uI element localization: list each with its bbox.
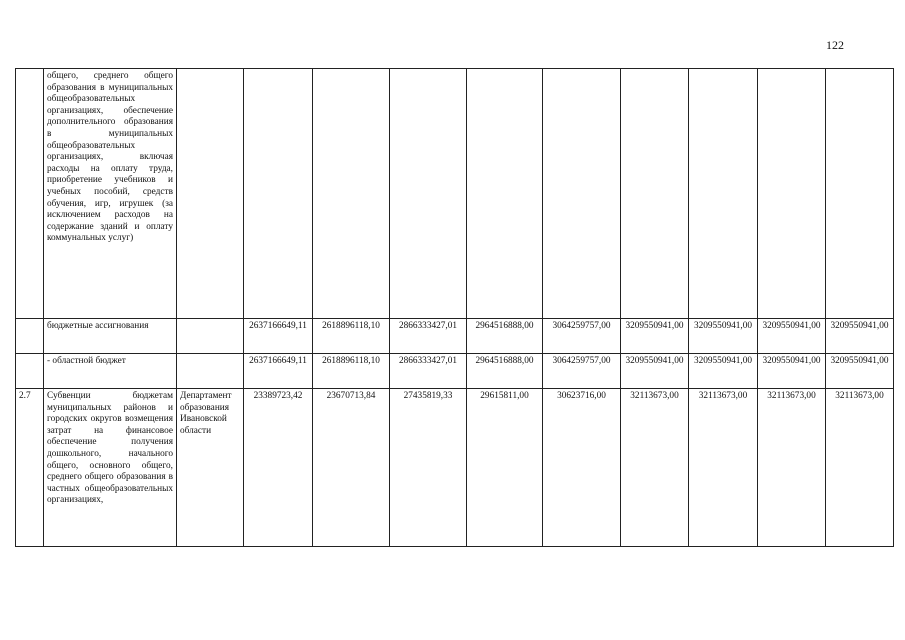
row-description: - областной бюджет xyxy=(44,354,177,389)
row-description: общего, среднего общего образования в муниципальных общеобразовательных организациях, обеспечение дополнительного образования в муниципальных общеобразовательных организациях, включая расходы на оплату труда, приобретение учебников и учебных пособий, средств обучения, игр, игрушек (за исключением расходов на содержание зданий и оплату коммунальных услуг) xyxy=(44,69,177,319)
row-index xyxy=(16,69,44,319)
value-cell: 3064259757,00 xyxy=(543,354,621,389)
value-cell xyxy=(621,69,689,319)
value-cell: 3209550941,00 xyxy=(826,354,894,389)
value-cell: 30623716,00 xyxy=(543,389,621,547)
row-executor: Департамент образования Ивановской области xyxy=(177,389,244,547)
value-cell: 29615811,00 xyxy=(467,389,543,547)
value-cell: 32113673,00 xyxy=(758,389,826,547)
value-cell: 2637166649,11 xyxy=(244,319,313,354)
value-cell: 2618896118,10 xyxy=(313,319,390,354)
value-cell: 3209550941,00 xyxy=(758,354,826,389)
value-cell: 2866333427,01 xyxy=(390,354,467,389)
value-cell: 2964516888,00 xyxy=(467,319,543,354)
value-cell: 32113673,00 xyxy=(621,389,689,547)
row-executor xyxy=(177,319,244,354)
value-cell xyxy=(543,69,621,319)
value-cell: 32113673,00 xyxy=(689,389,758,547)
value-cell: 3209550941,00 xyxy=(689,319,758,354)
row-index xyxy=(16,354,44,389)
value-cell xyxy=(689,69,758,319)
value-cell xyxy=(313,69,390,319)
value-cell: 23389723,42 xyxy=(244,389,313,547)
value-cell: 2964516888,00 xyxy=(467,354,543,389)
row-index: 2.7 xyxy=(16,389,44,547)
value-cell xyxy=(758,69,826,319)
row-description: бюджетные ассигнования xyxy=(44,319,177,354)
table-row xyxy=(16,354,894,389)
value-cell: 3209550941,00 xyxy=(758,319,826,354)
value-cell xyxy=(826,69,894,319)
value-cell xyxy=(244,69,313,319)
value-cell: 3209550941,00 xyxy=(621,354,689,389)
row-executor xyxy=(177,69,244,319)
table-row xyxy=(16,69,894,319)
value-cell: 3209550941,00 xyxy=(689,354,758,389)
value-cell: 3209550941,00 xyxy=(826,319,894,354)
table-row xyxy=(16,389,894,547)
value-cell: 32113673,00 xyxy=(826,389,894,547)
table-row xyxy=(16,319,894,354)
value-cell: 3209550941,00 xyxy=(621,319,689,354)
value-cell: 2866333427,01 xyxy=(390,319,467,354)
row-executor xyxy=(177,354,244,389)
value-cell xyxy=(390,69,467,319)
budget-table xyxy=(15,68,894,547)
value-cell: 2637166649,11 xyxy=(244,354,313,389)
page-number: 122 xyxy=(826,38,844,52)
value-cell: 3064259757,00 xyxy=(543,319,621,354)
value-cell xyxy=(467,69,543,319)
row-index xyxy=(16,319,44,354)
value-cell: 23670713,84 xyxy=(313,389,390,547)
row-description: Субвенции бюджетам муниципальных районов и городских округов возмещения затрат на финансовое обеспечение получения дошкольного, начального общего, основного общего, среднего общего образования в частных общеобразовательных организациях, xyxy=(44,389,177,547)
value-cell: 27435819,33 xyxy=(390,389,467,547)
value-cell: 2618896118,10 xyxy=(313,354,390,389)
